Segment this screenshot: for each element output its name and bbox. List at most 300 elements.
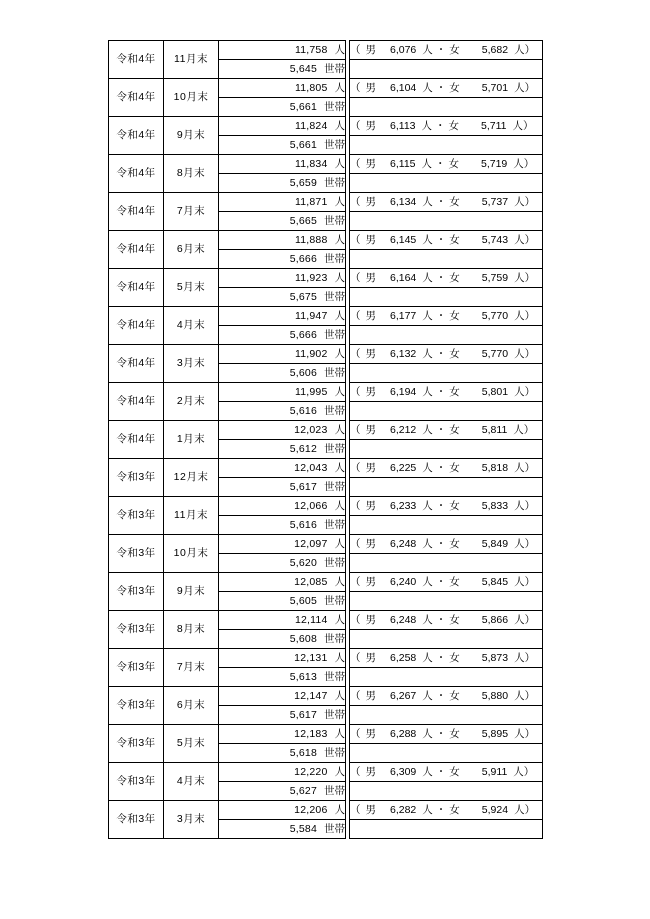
female-counter: 人 [513,423,524,436]
households-value: 5,617 [289,708,317,721]
cell-gender-breakdown-empty [350,288,543,307]
population-value: 12,206 [294,803,328,816]
female-counter: 人 [514,309,525,322]
cell-gender-breakdown [350,535,543,554]
separator-dot: ・ [435,537,447,550]
population-unit: 人 [334,233,345,246]
cell-month: 11月末 [164,41,219,79]
table-row [109,573,543,592]
paren-close: ） [524,271,536,284]
cell-month: 10月末 [164,535,219,573]
male-value: 6,132 [390,347,417,360]
female-value: 5,719 [481,157,508,170]
female-value: 5,770 [481,347,509,360]
cell-year: 令和3年 [109,725,164,763]
male-counter: 人 [422,765,433,778]
cell-households [219,288,346,307]
separator-dot: ・ [435,43,447,56]
separator-dot: ・ [435,765,447,778]
cell-population [219,383,346,402]
cell-population [219,611,346,630]
female-label: 女 [449,347,460,360]
cell-year: 令和3年 [109,573,164,611]
male-label: 男 [365,271,376,284]
female-label: 女 [449,81,460,94]
cell-year: 令和4年 [109,345,164,383]
female-counter: 人 [514,803,525,816]
population-unit: 人 [334,689,345,702]
female-value: 5,701 [481,81,509,94]
separator-dot: ・ [435,157,446,170]
cell-year: 令和4年 [109,41,164,79]
population-value: 12,043 [294,461,328,474]
female-value: 5,770 [481,309,509,322]
cell-gender-breakdown-empty [350,478,543,497]
cell-population [219,535,346,554]
cell-gender-breakdown [350,79,543,98]
male-label: 男 [365,423,376,436]
households-unit: 世帯 [324,290,345,303]
female-counter: 人 [514,461,525,474]
cell-households [219,782,346,801]
paren-close: ） [524,613,536,626]
cell-gender-breakdown [350,801,543,820]
male-counter: 人 [422,43,433,56]
table-row [109,231,543,250]
table-row [109,649,543,668]
female-counter: 人 [514,727,525,740]
female-counter: 人 [514,537,525,550]
cell-month: 6月末 [164,687,219,725]
population-unit: 人 [334,385,345,398]
population-value: 12,023 [294,423,328,436]
population-value: 11,805 [294,81,328,94]
female-label: 女 [449,803,460,816]
cell-month: 11月末 [164,497,219,535]
paren-open: （ [350,347,361,360]
cell-households [219,364,346,383]
cell-month: 3月末 [164,345,219,383]
female-counter: 人 [513,765,524,778]
female-value: 5,759 [481,271,509,284]
paren-open: （ [350,119,361,132]
male-label: 男 [365,727,376,740]
paren-open: （ [350,803,361,816]
cell-month: 1月末 [164,421,219,459]
table-row [109,497,543,516]
cell-gender-breakdown-empty [350,250,543,269]
female-counter: 人 [514,575,525,588]
cell-population [219,421,346,440]
population-unit: 人 [334,575,345,588]
male-counter: 人 [422,309,433,322]
cell-population [219,573,346,592]
cell-households [219,212,346,231]
paren-close: ） [524,81,536,94]
male-label: 男 [365,347,376,360]
separator-dot: ・ [435,309,447,322]
female-label: 女 [449,613,460,626]
households-unit: 世帯 [324,594,345,607]
households-unit: 世帯 [324,214,345,227]
cell-year: 令和4年 [109,383,164,421]
population-value: 11,995 [294,385,328,398]
cell-month: 8月末 [164,611,219,649]
cell-households [219,98,346,117]
population-unit: 人 [334,309,345,322]
male-counter: 人 [421,119,432,132]
separator-dot: ・ [435,461,447,474]
households-value: 5,605 [289,594,317,607]
population-value: 11,947 [294,309,328,322]
cell-population [219,497,346,516]
population-unit: 人 [334,727,345,740]
cell-year: 令和3年 [109,763,164,801]
table-row [109,535,543,554]
cell-gender-breakdown-empty [350,592,543,611]
population-statistics-table [108,40,543,839]
paren-close: ） [524,385,536,398]
table-row [109,611,543,630]
cell-gender-breakdown [350,41,543,60]
population-value: 12,085 [294,575,328,588]
population-value: 11,888 [294,233,328,246]
cell-households [219,60,346,79]
female-value: 5,866 [481,613,509,626]
households-unit: 世帯 [324,784,345,797]
cell-population [219,231,346,250]
cell-year: 令和4年 [109,155,164,193]
cell-households [219,668,346,687]
table-row [109,117,543,136]
female-label: 女 [449,689,460,702]
cell-year: 令和4年 [109,193,164,231]
female-label: 女 [449,765,460,778]
male-label: 男 [365,81,376,94]
population-unit: 人 [334,119,345,132]
cell-households [219,402,346,421]
male-label: 男 [365,461,376,474]
male-label: 男 [365,537,376,550]
female-counter: 人 [514,499,525,512]
table-row [109,687,543,706]
cell-gender-breakdown [350,649,543,668]
households-unit: 世帯 [324,670,345,683]
paren-open: （ [350,575,361,588]
paren-open: （ [350,537,361,550]
population-unit: 人 [334,651,345,664]
female-value: 5,801 [481,385,509,398]
households-unit: 世帯 [324,328,345,341]
male-label: 男 [365,765,376,778]
cell-gender-breakdown [350,155,543,174]
female-label: 女 [448,157,459,170]
population-value: 12,131 [294,651,328,664]
cell-month: 8月末 [164,155,219,193]
population-value: 11,834 [294,157,328,170]
cell-gender-breakdown-empty [350,402,543,421]
female-label: 女 [449,309,460,322]
paren-close: ） [524,499,536,512]
female-label: 女 [449,195,460,208]
male-value: 6,164 [390,271,417,284]
cell-population [219,801,346,820]
separator-dot: ・ [435,233,447,246]
female-value: 5,743 [481,233,509,246]
population-unit: 人 [334,765,345,778]
male-counter: 人 [422,613,433,626]
cell-gender-breakdown-empty [350,60,543,79]
population-unit: 人 [334,803,345,816]
female-counter: 人 [512,119,523,132]
table-row [109,41,543,60]
female-label: 女 [449,423,460,436]
households-unit: 世帯 [324,480,345,493]
cell-gender-breakdown [350,345,543,364]
cell-population [219,117,346,136]
separator-dot: ・ [435,727,447,740]
population-value: 11,902 [294,347,328,360]
households-value: 5,618 [289,746,317,759]
cell-gender-breakdown [350,117,543,136]
households-value: 5,606 [289,366,317,379]
households-value: 5,661 [289,138,317,151]
female-value: 5,682 [481,43,509,56]
separator-dot: ・ [435,119,446,132]
cell-month: 10月末 [164,79,219,117]
female-label: 女 [449,537,460,550]
households-unit: 世帯 [324,100,345,113]
male-value: 6,104 [390,81,417,94]
cell-gender-breakdown [350,459,543,478]
female-label: 女 [449,575,460,588]
separator-dot: ・ [435,499,447,512]
male-value: 6,225 [390,461,417,474]
households-unit: 世帯 [324,252,345,265]
paren-open: （ [350,423,361,436]
population-unit: 人 [334,461,345,474]
households-unit: 世帯 [324,442,345,455]
cell-year: 令和4年 [109,421,164,459]
households-unit: 世帯 [324,556,345,569]
cell-gender-breakdown-empty [350,212,543,231]
male-counter: 人 [422,271,433,284]
households-unit: 世帯 [324,138,345,151]
male-counter: 人 [422,803,433,816]
female-label: 女 [449,727,460,740]
cell-year: 令和3年 [109,687,164,725]
population-unit: 人 [334,81,345,94]
population-unit: 人 [334,347,345,360]
cell-gender-breakdown [350,725,543,744]
paren-open: （ [350,385,361,398]
paren-close: ） [524,461,536,474]
paren-open: （ [350,613,361,626]
male-value: 6,282 [390,803,417,816]
female-value: 5,849 [481,537,509,550]
separator-dot: ・ [435,385,447,398]
households-unit: 世帯 [324,746,345,759]
population-unit: 人 [334,423,345,436]
households-value: 5,659 [289,176,317,189]
cell-gender-breakdown [350,231,543,250]
paren-open: （ [350,727,361,740]
households-unit: 世帯 [324,176,345,189]
male-value: 6,113 [390,119,416,132]
cell-gender-breakdown-empty [350,744,543,763]
cell-gender-breakdown-empty [350,554,543,573]
paren-close: ） [524,43,536,56]
households-value: 5,665 [289,214,317,227]
table-row [109,155,543,174]
cell-month: 2月末 [164,383,219,421]
households-unit: 世帯 [324,62,345,75]
paren-close: ） [524,803,536,816]
population-unit: 人 [334,537,345,550]
paren-close: ） [524,651,536,664]
female-value: 5,924 [481,803,509,816]
paren-open: （ [350,651,361,664]
male-value: 6,288 [390,727,417,740]
cell-population [219,649,346,668]
households-value: 5,612 [289,442,317,455]
cell-year: 令和3年 [109,801,164,839]
households-value: 5,613 [289,670,317,683]
paren-open: （ [350,81,361,94]
population-value: 12,220 [294,765,328,778]
cell-households [219,136,346,155]
separator-dot: ・ [435,81,447,94]
cell-gender-breakdown-empty [350,364,543,383]
male-value: 6,134 [390,195,417,208]
cell-households [219,706,346,725]
cell-gender-breakdown-empty [350,98,543,117]
population-unit: 人 [334,613,345,626]
population-value: 11,871 [294,195,328,208]
population-unit: 人 [334,195,345,208]
female-label: 女 [449,461,460,474]
cell-year: 令和3年 [109,497,164,535]
paren-open: （ [350,461,361,474]
cell-gender-breakdown-empty [350,668,543,687]
households-value: 5,627 [289,784,317,797]
cell-gender-breakdown [350,611,543,630]
cell-households [219,516,346,535]
cell-month: 9月末 [164,573,219,611]
female-label: 女 [449,271,460,284]
female-label: 女 [449,385,460,398]
separator-dot: ・ [435,575,447,588]
paren-open: （ [350,43,361,56]
male-counter: 人 [422,81,433,94]
population-unit: 人 [334,43,345,56]
male-label: 男 [365,119,376,132]
male-counter: 人 [422,651,433,664]
cell-year: 令和4年 [109,307,164,345]
table-row [109,459,543,478]
female-value: 5,833 [481,499,509,512]
households-value: 5,661 [289,100,317,113]
cell-gender-breakdown-empty [350,136,543,155]
female-counter: 人 [514,689,525,702]
cell-households [219,554,346,573]
paren-open: （ [350,271,361,284]
cell-year: 令和3年 [109,535,164,573]
population-value: 11,824 [294,119,328,132]
male-value: 6,076 [390,43,417,56]
cell-population [219,687,346,706]
households-value: 5,645 [289,62,317,75]
female-counter: 人 [513,157,524,170]
cell-year: 令和4年 [109,117,164,155]
separator-dot: ・ [435,803,447,816]
cell-month: 9月末 [164,117,219,155]
male-counter: 人 [422,575,433,588]
cell-year: 令和3年 [109,459,164,497]
female-value: 5,711 [481,119,507,132]
female-counter: 人 [514,81,525,94]
paren-close: ） [523,157,535,170]
female-value: 5,880 [481,689,509,702]
separator-dot: ・ [435,271,447,284]
male-value: 6,233 [390,499,417,512]
table-row [109,345,543,364]
female-label: 女 [449,43,460,56]
separator-dot: ・ [435,195,447,208]
paren-close: ） [524,537,536,550]
population-unit: 人 [334,499,345,512]
households-value: 5,675 [289,290,317,303]
cell-households [219,326,346,345]
paren-open: （ [350,157,361,170]
male-label: 男 [365,689,376,702]
male-label: 男 [365,385,376,398]
households-unit: 世帯 [324,404,345,417]
male-value: 6,258 [390,651,417,664]
male-counter: 人 [421,157,432,170]
paren-close: ） [524,233,536,246]
male-label: 男 [365,651,376,664]
cell-month: 12月末 [164,459,219,497]
male-value: 6,248 [390,537,417,550]
female-value: 5,911 [481,765,508,778]
female-label: 女 [449,499,460,512]
households-value: 5,608 [289,632,317,645]
male-counter: 人 [422,233,433,246]
cell-year: 令和3年 [109,649,164,687]
cell-month: 6月末 [164,231,219,269]
cell-households [219,592,346,611]
male-label: 男 [365,309,376,322]
cell-gender-breakdown [350,307,543,326]
male-value: 6,194 [390,385,417,398]
households-unit: 世帯 [324,518,345,531]
cell-population [219,155,346,174]
cell-year: 令和4年 [109,269,164,307]
male-value: 6,177 [390,309,417,322]
female-value: 5,895 [481,727,509,740]
cell-gender-breakdown-empty [350,782,543,801]
households-value: 5,666 [289,252,317,265]
cell-households [219,820,346,839]
cell-year: 令和3年 [109,611,164,649]
male-counter: 人 [422,727,433,740]
cell-month: 4月末 [164,763,219,801]
separator-dot: ・ [435,347,447,360]
table-row [109,383,543,402]
paren-open: （ [350,765,361,778]
female-counter: 人 [514,347,525,360]
